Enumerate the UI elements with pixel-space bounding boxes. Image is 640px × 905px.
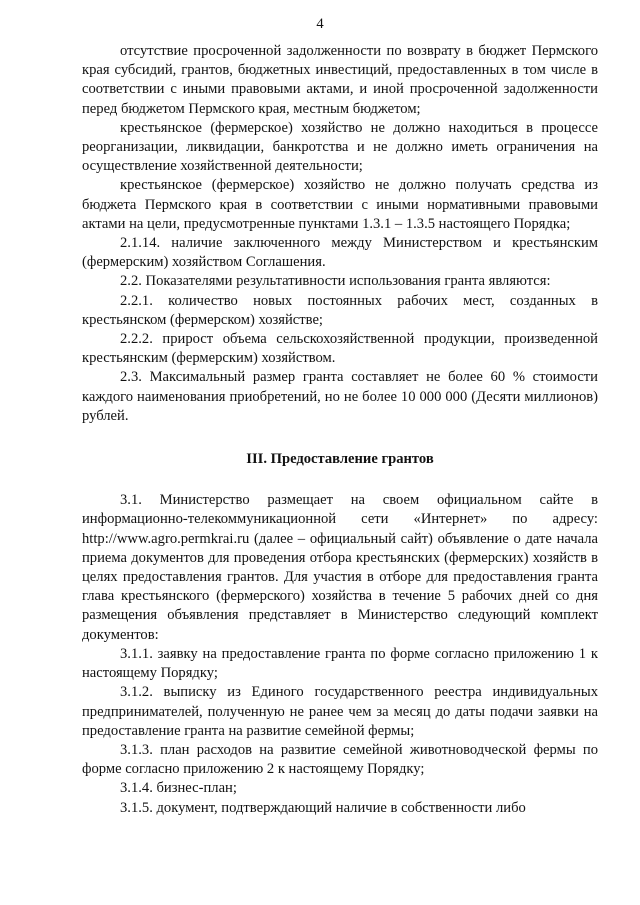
paragraph-2-2-1: 2.2.1. количество новых постоянных рабочих мест, созданных в крестьянском (фермерском) хозяйстве; <box>82 292 598 328</box>
paragraph-3-1-3: 3.1.3. план расходов на развитие семейной животноводческой фермы по форме согласно приложению 2 к настоящему Порядку; <box>82 741 598 778</box>
paragraph-no-reorganization: крестьянское (фермерское) хозяйство не должно находиться в процессе реорганизации, ликвидации, банкротства и не должно иметь ограничения на осуществление хозяйственной деятельности; <box>82 119 598 175</box>
section-heading: III. Предоставление грантов <box>246 451 434 468</box>
paragraph-3-1-5: 3.1.5. документ, подтверждающий наличие в собственности либо <box>120 799 526 816</box>
paragraph-2-1-14: 2.1.14. наличие заключенного между Министерством и крестьянским (фермерским) хозяйством Соглашения. <box>82 235 598 271</box>
paragraph-3-1: 3.1. Министерство размещает на своем официальном сайте в информационно-телекоммуникационной сети «Интернет» по адресу: http://www.agro.permkrai.ru (далее – официальный сайт) объявление о дате начала приема документов для проведения отбора крестьянских (фермерских) хозяйств в целях предоставления грантов. Для участия в отборе для предоставления гранта глава крестьянского (фермерского) хозяйства в течение 5 рабочих дней со дня размещения объявления представляет в Министерство следующий комплект документов: <box>82 492 598 643</box>
document-body <box>82 42 598 818</box>
paragraph-no-other-funds: крестьянское (фермерское) хозяйство не должно получать средства из бюджета Пермского края в соответствии с иными нормативными правовыми актами на цели, предусмотренные пунктами 1.3.1 – 1.3.5 настоящего Порядка; <box>82 177 598 232</box>
paragraph-3-1-4: 3.1.4. бизнес-план; <box>120 780 237 797</box>
page-number: 4 <box>316 16 324 32</box>
paragraph-2-2: 2.2. Показателями результативности использования гранта являются: <box>120 273 551 290</box>
paragraph-2-2-2: 2.2.2. прирост объема сельскохозяйственной продукции, произведенной крестьянским (фермерским) хозяйством. <box>82 331 598 367</box>
paragraph-3-1-1: 3.1.1. заявку на предоставление гранта по форме согласно приложению 1 к настоящему Порядку; <box>82 645 598 682</box>
paragraph-2-3: 2.3. Максимальный размер гранта составляет не более 60 % стоимости каждого наименования приобретений, но не более 10 000 000 (Десяти миллионов) рублей. <box>82 369 598 424</box>
paragraph-3-1-2: 3.1.2. выписку из Единого государственного реестра индивидуальных предпринимателей, полученную не ранее чем за месяц до даты подачи заявки на предоставление гранта на развитие семейной фермы; <box>82 684 598 739</box>
paragraph-no-debt: отсутствие просроченной задолженности по возврату в бюджет Пермского края субсидий, грантов, бюджетных инвестиций, предоставленных в том числе в соответствии с иными правовыми актами, и иной просроченной задолженности перед бюджетом Пермского края, местным бюджетом; <box>82 43 598 117</box>
